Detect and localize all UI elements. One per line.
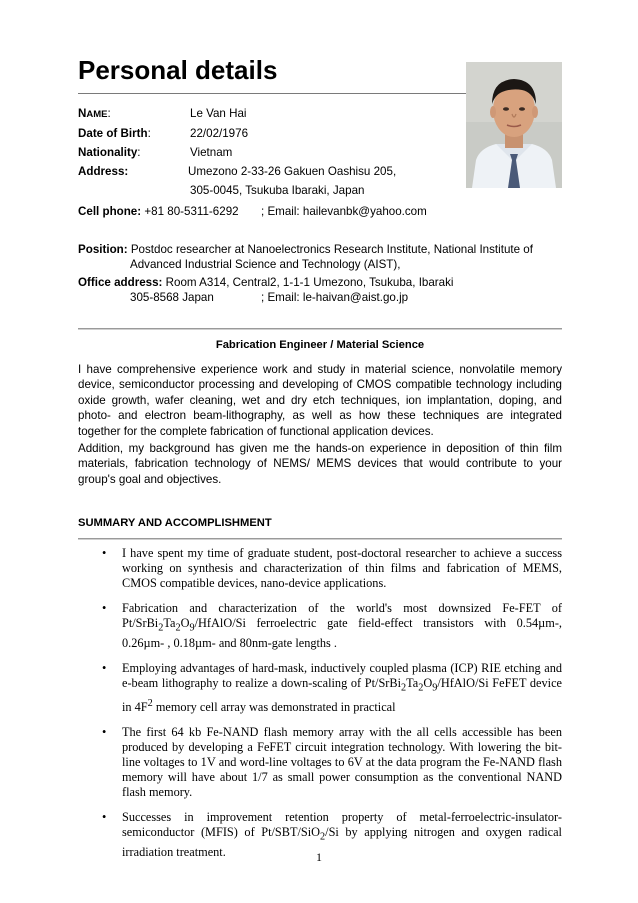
office-line2: 305-8568 Japan: [130, 291, 214, 304]
nationality-colon: :: [137, 146, 141, 159]
text-part: memory cell array was demonstrated in practical: [152, 699, 396, 714]
portrait-illustration: [466, 62, 562, 188]
personal-email: ; Email: hailevanbk@yahoo.com: [261, 205, 427, 218]
nationality-value: Vietnam: [190, 146, 233, 159]
position-line2: Advanced Industrial Science and Technology (AIST),: [130, 258, 401, 271]
office-email: ; Email: le-haivan@aist.go.jp: [261, 291, 409, 304]
position-line1: Postdoc researcher at Nanoelectronics Research Institute, National Institute of: [130, 243, 533, 256]
text-part: O: [180, 616, 190, 631]
dob-label: Date of Birth: [78, 127, 148, 140]
profile-heading: Fabrication Engineer / Material Science: [215, 339, 425, 351]
dob-row: [78, 127, 249, 141]
nationality-label: Nationality: [78, 146, 138, 159]
page-number: 1: [316, 850, 322, 864]
office-label: Office address:: [78, 276, 163, 289]
text-part: Successes in improvement retention property of metal-ferroelectric-insulator-semiconductor (MFIS) of Pt/SBT/SiO: [122, 810, 562, 840]
list-item: [0, 601, 562, 651]
list-item-text: [122, 661, 562, 714]
name-label-initial: N: [78, 107, 87, 120]
list-item-text: I have spent my time of graduate student, post-doctoral researcher to achieve a success working on synthesis and characterization of thin films and fabrication of MEMS, CMOS compatible devices, nano-device applications.: [122, 546, 562, 591]
text-part: /HfAlO/Si ferroelectric gate field-effect transistors with 0.54µm-, 0.26µm- , 0.18µm- and 80nm-gate lengths .: [122, 616, 562, 651]
list-item: [0, 661, 562, 715]
name-row: [78, 107, 247, 122]
office-line1: Room A314, Central2, 1-1-1 Umezono, Tsukuba, Ibaraki: [165, 276, 454, 289]
nationality-row: [78, 146, 233, 160]
bullet-icon: •: [102, 660, 107, 675]
address-row: [78, 165, 397, 179]
name-label: [78, 107, 108, 120]
text-part: Employing advantages of hard-mask, inductively coupled plasma (ICP) RIE etching and e-beam lithography to realize a down-scaling of Pt/SrBi: [122, 660, 562, 691]
subscript: 2: [418, 682, 424, 694]
name-value: Le Van Hai: [190, 107, 247, 120]
section-divider-1: [78, 328, 562, 330]
dob-colon: :: [147, 127, 151, 140]
profile-paragraph-1: I have comprehensive experience work and study in material science, nonvolatile memory device, semiconductor processing and developing of CMOS compatible technology including oxide growth, wafer cleaning, wet and dry etch techniques, ion implantation, doping, and photo- and electron beam-lithography, as well as how these techniques are integrated together for the complete fabrication of functional application devices.: [78, 363, 562, 438]
section-divider-2: [78, 538, 562, 540]
name-colon: :: [107, 107, 111, 120]
list-item-text: [122, 601, 562, 650]
subscript: 2: [175, 622, 181, 634]
list-item: [0, 725, 562, 801]
text-part: O: [423, 676, 433, 691]
superscript: 2: [147, 697, 153, 709]
bullet-icon: •: [102, 810, 107, 825]
page-title: Personal details: [78, 55, 278, 85]
text-part: Ta: [163, 616, 176, 631]
cell-value: +81 80-5311-6292: [144, 205, 239, 218]
text-part: Fabrication and characterization of the world's most downsized Fe-FET of Pt/SrBi: [122, 601, 562, 631]
office-row: [78, 276, 454, 290]
bullet-icon: •: [102, 724, 107, 739]
profile-paragraph-2: Addition, my background has given me the hands-on experience in deposition of thin film materials, fabrication technology of NEMS/ MEMS devices that would contribute to your group's goal and objectives.: [78, 442, 562, 486]
name-label-rest: AME: [86, 109, 108, 120]
address-label: Address:: [78, 165, 129, 178]
text-part: /HfAlO/Si FeFET device in 4F: [122, 676, 562, 714]
subscript: 2: [401, 682, 407, 694]
address-line2: 305-0045, Tsukuba Ibaraki, Japan: [190, 184, 365, 197]
bullet-icon: •: [102, 601, 107, 616]
list-item-text: The first 64 kb Fe-NAND flash memory array with the all cells accessible has been produced by developing a FeFET circuit integration technology. With lowering the bit-line voltages to 1V and word-line voltages to 6V at the data program the Fe-NAND flash memory will have about 1/7 as small power consumption as the conventional NAND flash memory.: [122, 724, 562, 800]
position-row: [78, 243, 533, 257]
subscript: 9: [432, 682, 438, 694]
contact-row: [78, 205, 427, 219]
profile-photo: [466, 62, 562, 188]
subscript: 2: [158, 622, 164, 634]
text-part: /Si by applying nitrogen and oxygen radical irradiation treatment.: [122, 825, 562, 860]
summary-heading: SUMMARY AND ACCOMPLISHMENT: [78, 517, 272, 529]
dob-value: 22/02/1976: [190, 127, 249, 140]
cell-label: Cell phone:: [78, 205, 142, 218]
address-line1: Umezono 2-33-26 Gakuen Oashisu 205,: [188, 165, 397, 178]
list-item: [0, 546, 562, 592]
subscript: 2: [320, 831, 326, 843]
position-label: Position:: [78, 243, 128, 256]
bullet-icon: •: [102, 546, 107, 560]
text-part: Ta: [406, 676, 419, 691]
subscript: 9: [189, 622, 195, 634]
summary-list: [0, 546, 562, 870]
office-line2-row: [130, 291, 409, 305]
